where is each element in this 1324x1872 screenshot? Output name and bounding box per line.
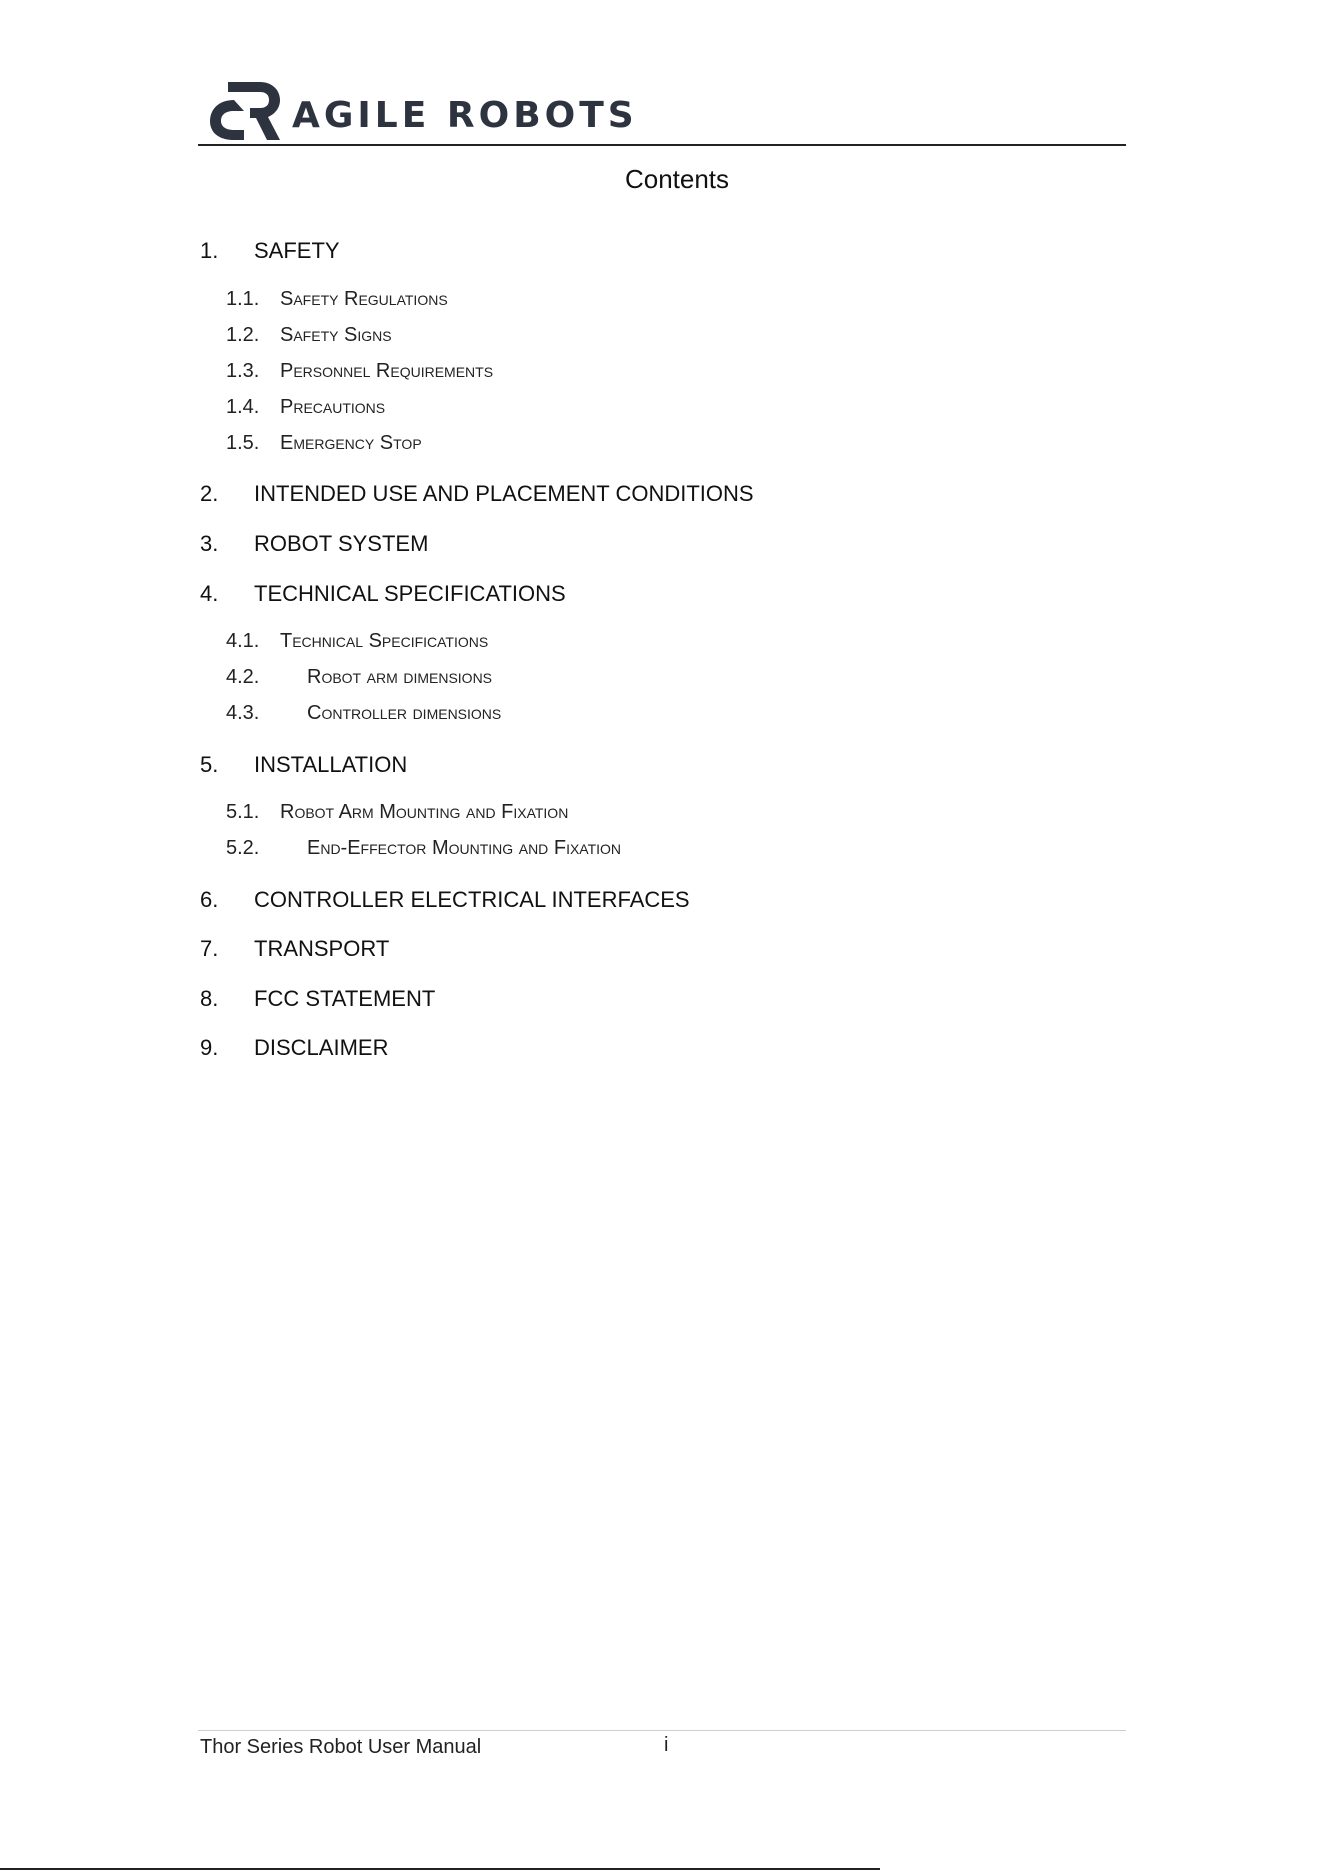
toc-entry-label: Precautions <box>280 396 386 418</box>
toc-entry-label: End-Effector Mounting and Fixation <box>307 837 622 859</box>
page-number: i <box>664 1734 669 1756</box>
toc-entry-label: Safety Regulations <box>280 288 448 310</box>
toc-entry-number: 4.3. <box>226 702 260 724</box>
toc-entry-label: Safety Signs <box>280 324 392 346</box>
toc-entry-label: INSTALLATION <box>254 752 408 777</box>
toc-entry-label: Emergency Stop <box>280 432 422 454</box>
toc-entry-label: Controller dimensions <box>307 702 502 724</box>
contents-title: Contents <box>624 164 730 194</box>
toc-entry-number: 6. <box>200 887 219 912</box>
toc-entry-number: 9. <box>200 1035 219 1060</box>
toc-entry-number: 7. <box>200 936 219 961</box>
toc-entry-number: 3. <box>200 531 219 556</box>
toc-entry-label: ROBOT SYSTEM <box>254 531 429 556</box>
toc-entry-number: 5.2. <box>226 837 260 859</box>
toc-entry-label: INTENDED USE AND PLACEMENT CONDITIONS <box>254 481 754 506</box>
agile-robots-logo-mark-icon <box>204 80 282 142</box>
toc-entry-label: Robot Arm Mounting and Fixation <box>280 801 569 823</box>
toc-entry-number: 4.2. <box>226 666 260 688</box>
toc-entry-label: DISCLAIMER <box>254 1035 389 1060</box>
toc-entry-label: TRANSPORT <box>254 936 390 961</box>
toc-entry-label: Personnel Requirements <box>280 360 494 382</box>
toc-entry-label: Technical Specifications <box>280 630 489 652</box>
toc-entry-number: 5. <box>200 752 219 777</box>
toc-entry-number: 1.4. <box>226 396 260 418</box>
logo-wordmark: AGILE ROBOTS <box>292 95 638 136</box>
toc-entry-label: SAFETY <box>254 238 340 263</box>
toc-entry-label: Robot arm dimensions <box>307 666 493 688</box>
toc-entry-number: 4. <box>200 581 219 606</box>
toc-entry-label: CONTROLLER ELECTRICAL INTERFACES <box>254 887 690 912</box>
toc-entry-number: 4.1. <box>226 630 260 652</box>
toc-entry-number: 2. <box>200 481 219 506</box>
toc-entry-number: 1.5. <box>226 432 260 454</box>
bottom-edge-rule <box>0 1868 880 1870</box>
toc-entry-number: 8. <box>200 986 219 1011</box>
agile-robots-logo <box>204 80 638 142</box>
toc-entry-number: 1.2. <box>226 324 260 346</box>
footer-rule <box>198 1730 1126 1731</box>
footer-title: Thor Series Robot User Manual <box>200 1736 482 1758</box>
toc-entry-number: 1.3. <box>226 360 260 382</box>
toc-entry-number: 5.1. <box>226 801 260 823</box>
toc-entry-number: 1.1. <box>226 288 260 310</box>
toc-entry-label: TECHNICAL SPECIFICATIONS <box>254 581 566 606</box>
header-rule <box>198 144 1126 146</box>
toc-entry-number: 1. <box>200 238 219 263</box>
toc-entry-label: FCC STATEMENT <box>254 986 436 1011</box>
